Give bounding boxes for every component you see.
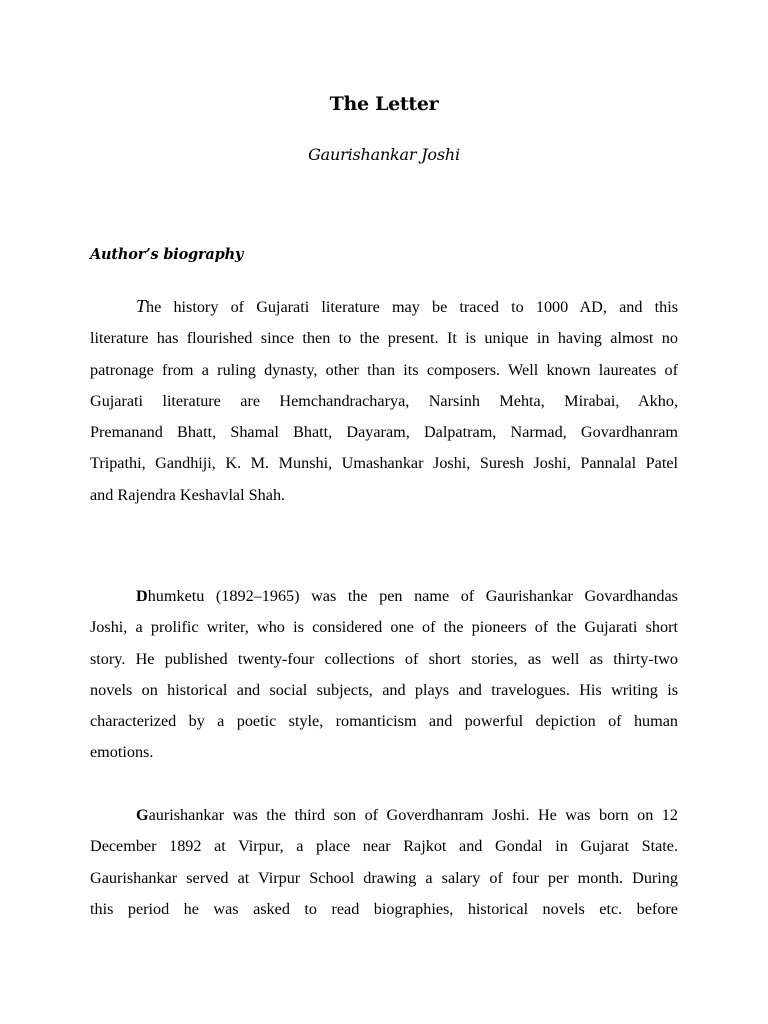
paragraph-line: this period he was asked to read biographies, historical novels etc. before (90, 899, 678, 918)
drop-cap: T (136, 296, 147, 316)
paragraph-line: The history of Gujarati literature may be traced to 1000 AD, and this (136, 296, 678, 316)
paragraph-gaurishankar (90, 800, 678, 925)
paragraph-line: and Rajendra Keshavlal Shah. (90, 485, 286, 504)
bold-initial: G (136, 806, 149, 824)
paragraph-literature-history (90, 291, 678, 511)
paragraph-line: story. He published twenty-four collections of short stories, as well as thirty-two (90, 649, 678, 668)
page-title: The Letter (329, 93, 439, 115)
paragraph-line: Gujarati literature are Hemchandracharya, Narsinh Mehta, Mirabai, Akho, (90, 391, 678, 410)
paragraph-line: Joshi, a prolific writer, who is considered one of the pioneers of the Gujarati short (90, 618, 678, 637)
paragraph-line: characterized by a poetic style, romanticism and powerful depiction of human (90, 712, 678, 731)
paragraph-line: Dhumketu (1892–1965) was the pen name of Gaurishankar Govardhandas (136, 587, 678, 605)
paragraph-line: Premanand Bhatt, Shamal Bhatt, Dayaram, Dalpatram, Narmad, Govardhanram (90, 423, 678, 442)
paragraph-line: Tripathi, Gandhiji, K. M. Munshi, Umashankar Joshi, Suresh Joshi, Pannalal Patel (90, 454, 678, 473)
paragraph-line: novels on historical and social subjects, and plays and travelogues. His writing is (90, 680, 678, 699)
paragraph-line: patronage from a ruling dynasty, other than its composers. Well known laureates of (90, 360, 678, 379)
paragraph-line: Gaurishankar served at Virpur School drawing a salary of four per month. During (90, 868, 678, 887)
paragraph-line: emotions. (90, 743, 154, 762)
section-heading: Author’s biography (90, 246, 244, 263)
paragraph-line: Gaurishankar was the third son of Goverdhanram Joshi. He was born on 12 (136, 806, 678, 824)
paragraph-dhumketu (90, 581, 678, 769)
author-name: Gaurishankar Joshi (308, 145, 460, 164)
bold-initial: D (136, 587, 148, 605)
paragraph-line: December 1892 at Virpur, a place near Rajkot and Gondal in Gujarat State. (90, 837, 678, 856)
paragraph-line: literature has flourished since then to the present. It is unique in having almost no (90, 329, 678, 348)
